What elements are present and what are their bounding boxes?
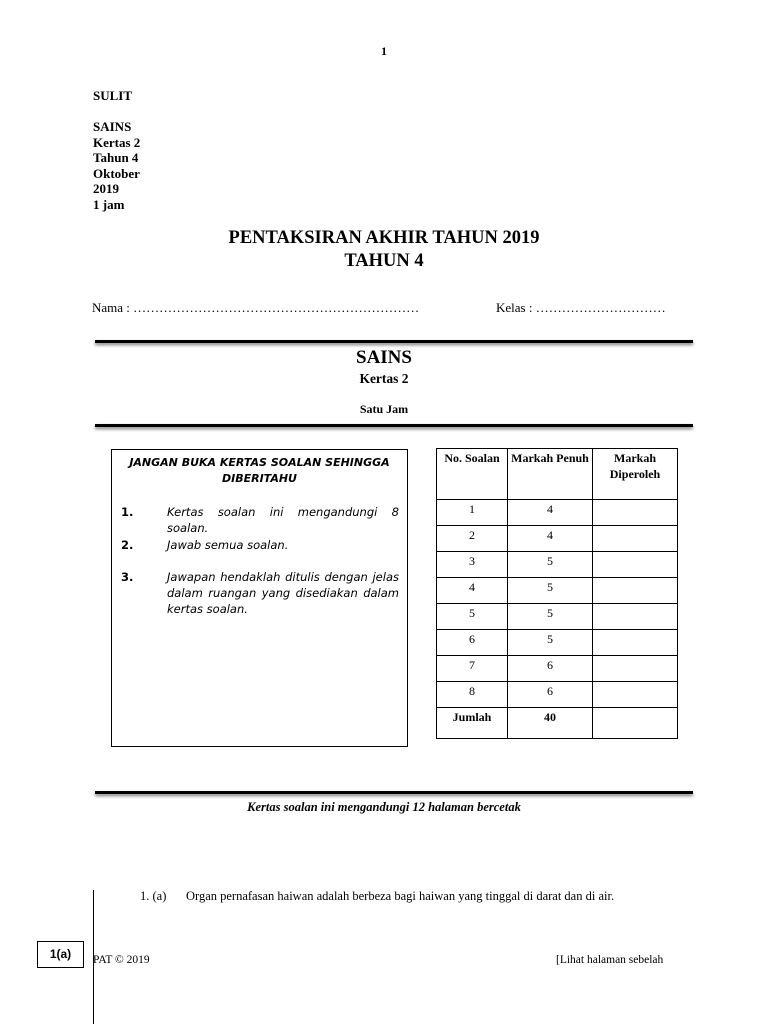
header-markah-penuh: Markah Penuh [508,449,593,500]
page-number: 1 [381,44,387,58]
footer-next-page: [Lihat halaman sebelah [556,954,664,966]
cell-no: 2 [437,526,508,552]
instruction-text: Jawab semua soalan. [167,538,289,552]
instructions-box [111,449,408,747]
nama-field[interactable]: Nama : ………………………………………………………… [92,300,420,315]
cell-penuh: 5 [508,552,593,578]
total-row [437,708,678,739]
meta-year-level: Tahun 4 [93,150,139,165]
question-number: 1. (a) [140,889,167,903]
instruction-text: Kertas soalan ini mengandungi 8 soalan. [167,505,399,535]
cell-penuh: 6 [508,682,593,708]
cell-no: 4 [437,578,508,604]
sulit-label: SULIT [93,88,133,103]
header-no-soalan: No. Soalan [437,449,508,500]
paper-meta [93,119,140,212]
total-diperoleh[interactable] [593,708,678,739]
subject-title: SAINS [356,347,412,368]
page-count-note: Kertas soalan ini mengandungi 12 halaman bercetak [247,800,521,814]
marks-table [436,448,678,739]
instruction-number: 3. [121,570,134,584]
cell-diperoleh[interactable] [593,604,678,630]
cell-penuh: 4 [508,526,593,552]
cell-penuh: 4 [508,500,593,526]
table-row [437,526,678,552]
footer-copyright: PAT © 2019 [93,954,150,966]
cell-penuh: 5 [508,604,593,630]
kelas-field[interactable]: Kelas : ………………………… [496,300,666,315]
exam-title: PENTAKSIRAN AKHIR TAHUN 2019 [228,228,540,248]
cell-no: 3 [437,552,508,578]
header-markah-diperoleh: Markah Diperoleh [593,449,678,500]
cell-diperoleh[interactable] [593,500,678,526]
duration-title: Satu Jam [359,402,409,416]
cell-no: 6 [437,630,508,656]
table-row [437,630,678,656]
instruction-item [121,504,399,536]
table-row [437,656,678,682]
middle-rule [95,424,693,427]
cell-diperoleh[interactable] [593,656,678,682]
cell-diperoleh[interactable] [593,630,678,656]
cell-diperoleh[interactable] [593,578,678,604]
meta-duration: 1 jam [93,196,125,212]
cell-diperoleh[interactable] [593,552,678,578]
cell-penuh: 6 [508,656,593,682]
question-box: 1(a) [37,941,84,968]
table-row [437,552,678,578]
instruction-number: 2. [121,538,134,552]
table-row [437,682,678,708]
question-text: Organ pernafasan haiwan adalah berbeza bagi haiwan yang tinggal di darat dan di air. [186,889,615,903]
marks-table-header [437,449,678,500]
instruction-text: Jawapan hendaklah ditulis dengan jelas dalam ruangan yang disediakan dalam kertas soalan. [167,570,399,616]
meta-subject: SAINS [93,119,132,134]
total-label: Jumlah [437,708,508,739]
paper-title: Kertas 2 [359,371,409,386]
meta-paper: Kertas 2 [93,134,141,150]
table-row [437,604,678,630]
cell-penuh: 5 [508,630,593,656]
cell-no: 5 [437,604,508,630]
instructions-title: JANGAN BUKA KERTAS SOALAN SEHINGGA DIBERITAHU [129,456,390,485]
cell-no: 1 [437,500,508,526]
meta-year: 2019 [93,181,119,196]
table-row [437,578,678,604]
exam-year-level: TAHUN 4 [344,251,424,271]
cell-diperoleh[interactable] [593,526,678,552]
instruction-number: 1. [121,505,134,519]
classification-label [93,88,132,104]
cell-no: 8 [437,682,508,708]
instruction-item [121,569,399,617]
top-rule [95,340,693,343]
cell-penuh: 5 [508,578,593,604]
meta-month: Oktober [93,165,140,181]
bottom-rule [95,791,693,794]
cell-no: 7 [437,656,508,682]
cell-diperoleh[interactable] [593,682,678,708]
table-row [437,500,678,526]
total-value: 40 [508,708,593,739]
instruction-item [121,537,399,553]
